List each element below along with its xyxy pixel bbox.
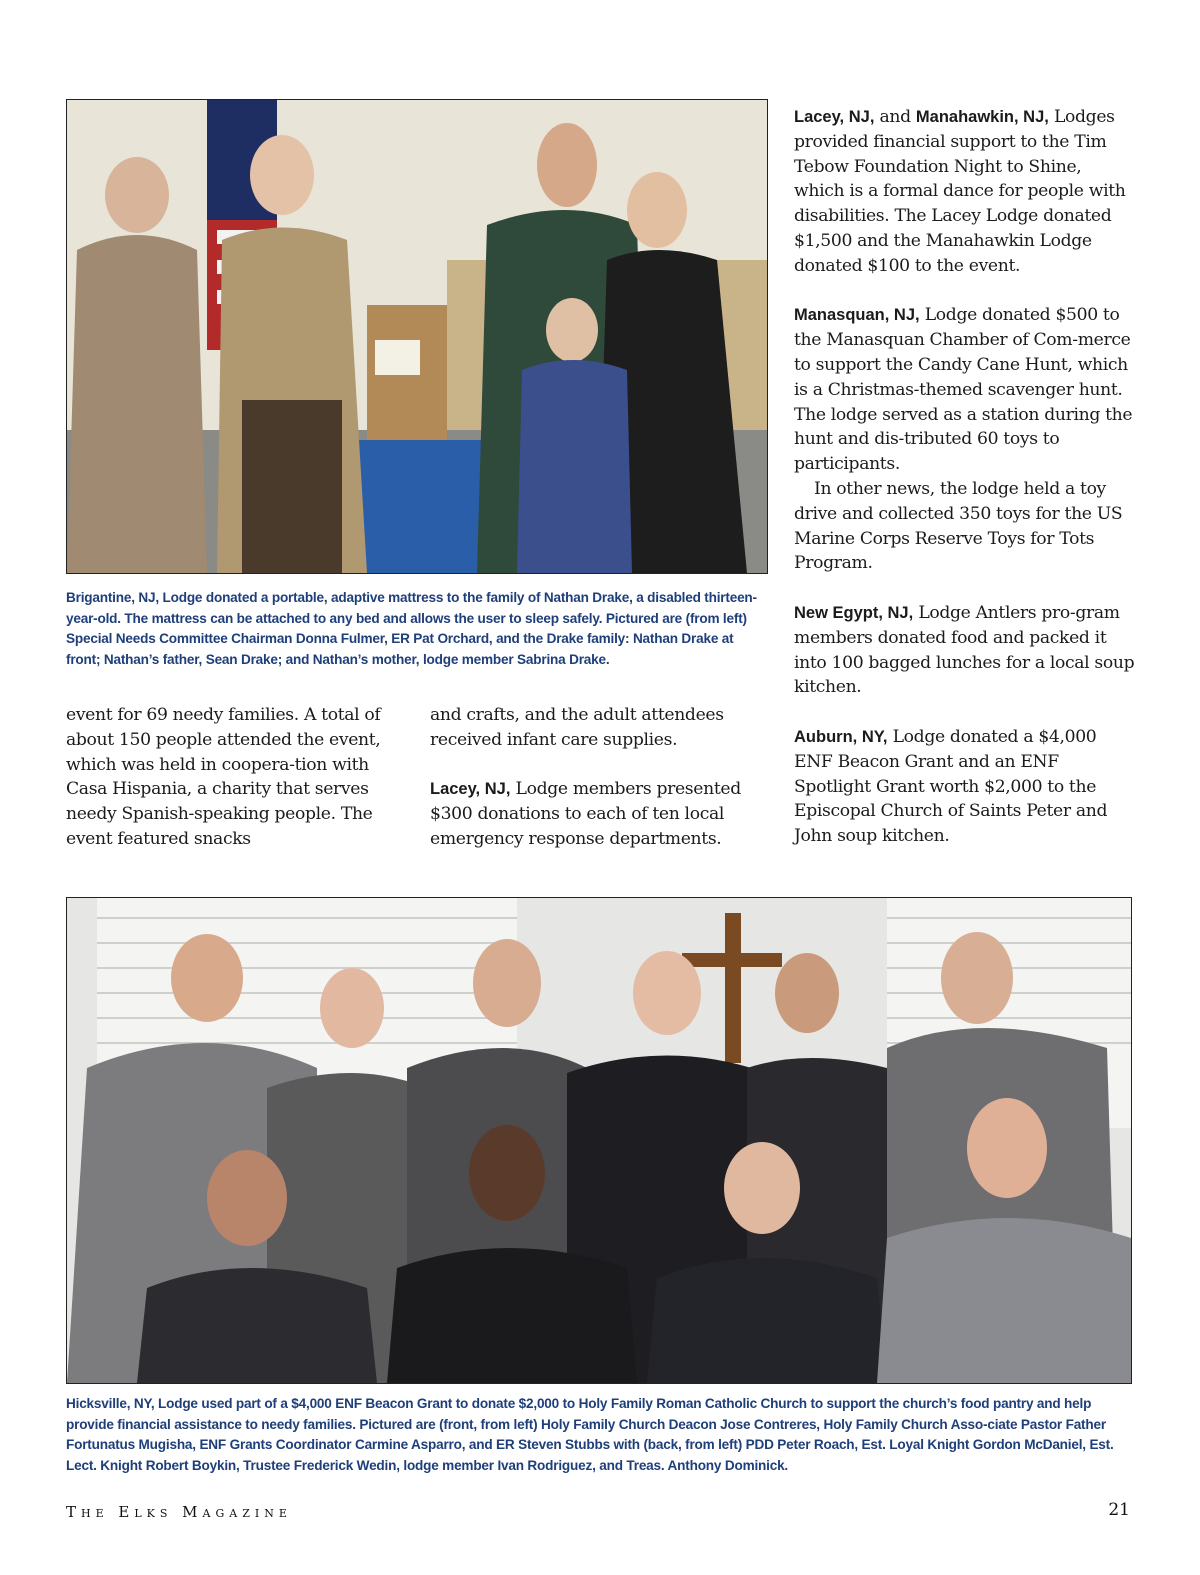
caption-brigantine-text: Lodge donated a portable, adaptive mattress to the family of Nathan Drake, a disabled thirteen-year-old. The mattress can be attached to any bed and allows the user to sleep safely. Pictured are (from left) Special Needs Committee Chairman Donna Fulmer, ER Pat Orchard, and the Drake family: Nathan Drake at front; Nathan’s father, Sean Drake; and Nathan’s mother, lodge member Sabrina Drake.	[66, 590, 757, 667]
photo-hicksville	[66, 897, 1132, 1384]
caption-hicksville-lead: Hicksville, NY,	[66, 1396, 155, 1411]
photo-brigantine-illustration	[67, 100, 767, 573]
caption-brigantine-lead: Brigantine, NJ,	[66, 590, 159, 605]
article-new-egypt	[794, 601, 1136, 700]
caption-hicksville-text: Lodge used part of a $4,000 ENF Beacon Grant to donate $2,000 to Holy Family Roman Catholic Church to support the church’s food pantry and help provide financial assistance to needy families. Pictured are (front, from left) Holy Family Church Deacon Jose Contreres, Holy Family Church Asso-ciate Pastor Father Fortunatus Mugisha, ENF Grants Coordinator Carmine Asparro, and ER Steven Stubbs with (back, from left) PDD Peter Roach, Est. Loyal Knight Gordon McDaniel, Est. Lect. Knight Robert Boykin, Trustee Frederick Wedin, lodge member Ivan Rodriguez, and Treas. Anthony Dominick.	[66, 1396, 1114, 1473]
caption-brigantine	[66, 588, 766, 670]
column-left-text: event for 69 needy families. A total of about 150 people attended the event, which was held in coopera-tion with Casa Hispania, a charity that serves needy Spanish-speaking people. The event featured snacks	[66, 705, 381, 849]
column-right	[794, 105, 1136, 849]
lacey-manahawkin-text: Lodges provided financial support to the Tim Tebow Foundation Night to Shine, which is a formal dance for people with disabilities. The Lacey Lodge donated $1,500 and the Manahawkin Lodge donated $100 to the event.	[794, 107, 1126, 276]
manasquan-other-news: In other news, the lodge held a toy drive and collected 350 toys for the US Marine Corps Reserve Toys for Tots Program.	[794, 478, 1123, 574]
column-middle	[430, 703, 766, 852]
lacey-manahawkin-and: and	[874, 107, 916, 127]
photo-hicksville-illustration	[67, 898, 1131, 1383]
lacey-text: Lodge members presented $300 donations to each of ten local emergency response departments.	[430, 779, 741, 849]
article-lacey-manahawkin	[794, 105, 1136, 279]
photo-brigantine	[66, 99, 768, 574]
caption-hicksville	[66, 1394, 1132, 1476]
auburn-lead: Auburn, NY,	[794, 727, 888, 746]
lacey-manahawkin-lead-2: Manahawkin, NJ,	[915, 108, 1049, 126]
article-lacey-donations	[430, 777, 766, 851]
new-egypt-text: Lodge Antlers pro-gram members donated food and packed it into 100 bagged lunches for a local soup kitchen.	[794, 602, 1135, 698]
manasquan-lead: Manasquan, NJ,	[794, 306, 920, 325]
footer-page-number: 21	[1108, 1500, 1130, 1520]
article-auburn	[794, 725, 1136, 849]
footer-magazine-title: The Elks Magazine	[66, 1503, 292, 1521]
new-egypt-lead: New Egypt, NJ,	[794, 603, 914, 622]
lacey-manahawkin-lead-1: Lacey, NJ,	[794, 108, 875, 126]
auburn-text: Lodge donated a $4,000 ENF Beacon Grant and an ENF Spotlight Grant worth $2,000 to the Episcopal Church of Saints Peter and John soup kitchen.	[794, 726, 1108, 847]
manasquan-text: Lodge donated $500 to the Manasquan Chamber of Com-merce to support the Candy Cane Hunt, which is a Christmas-themed scavenger hunt. The lodge served as a station during the hunt and dis-tributed 60 toys to participants.	[794, 305, 1133, 475]
lacey-lead: Lacey, NJ,	[430, 780, 511, 799]
column-middle-continuation: and crafts, and the adult attendees received infant care supplies.	[430, 705, 724, 750]
article-manasquan	[794, 303, 1136, 477]
column-left	[66, 703, 406, 852]
